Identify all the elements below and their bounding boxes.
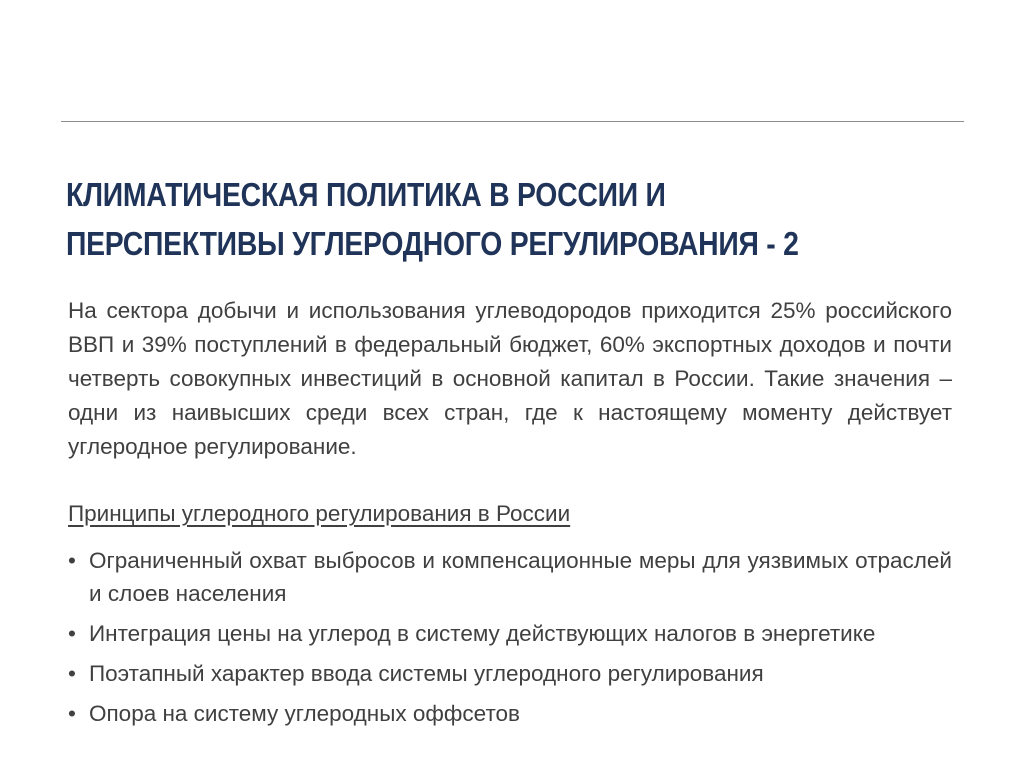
slide-title — [66, 170, 840, 268]
list-item-text: Поэтапный характер ввода системы углеродного регулирования — [89, 661, 764, 686]
bullet-icon: • — [68, 621, 76, 646]
list-item-text: Опора на систему углеродных оффсетов — [89, 701, 520, 726]
bullet-icon: • — [68, 701, 76, 726]
list-item-text: Ограниченный охват выбросов и компенсационные меры для уязвимых отраслей и слоев населения — [89, 548, 952, 606]
slide-title-line-1: КЛИМАТИЧЕСКАЯ ПОЛИТИКА В РОССИИ И — [66, 176, 666, 213]
bullet-icon: • — [68, 548, 76, 573]
principles-heading: Принципы углеродного регулирования в России — [68, 501, 571, 526]
list-item — [68, 617, 952, 650]
bullet-icon: • — [68, 661, 76, 686]
list-item — [68, 697, 952, 730]
intro-paragraph: На сектора добычи и использования углеводородов приходится 25% российского ВВП и 39% поступлений в федеральный бюджет, 60% экспортных доходов и почти четверть совокупных инвестиций в основной капитал в России. Такие значения – одни из наивысших среди всех стран, где к настоящему моменту действует углеродное регулирование. — [68, 298, 952, 459]
slide-title-line-2: ПЕРСПЕКТИВЫ УГЛЕРОДНОГО РЕГУЛИРОВАНИЯ - 2 — [66, 225, 799, 262]
list-item-text: Интеграция цены на углерод в систему действующих налогов в энергетике — [89, 621, 876, 646]
top-divider — [61, 121, 964, 122]
list-item — [68, 544, 952, 610]
list-item — [68, 657, 952, 690]
principles-list — [68, 544, 952, 737]
